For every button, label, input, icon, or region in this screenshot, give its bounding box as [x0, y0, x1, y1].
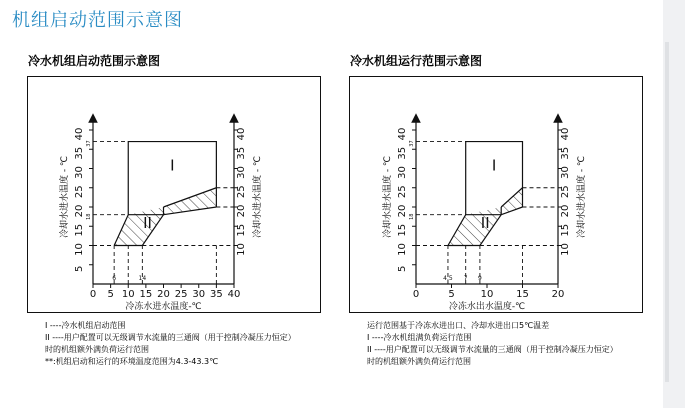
chart2-left-tick-label: 5 — [397, 265, 408, 272]
chart2-x-tick-label: 15 — [516, 289, 529, 300]
chart1-x-tick-label: 10 — [121, 289, 135, 300]
chart1-notes — [45, 320, 296, 368]
chart1-left-tick-label: 5 — [74, 265, 85, 272]
chart1-left-tick-label: 30 — [74, 166, 85, 179]
chart1-left-tick-label: 15 — [74, 223, 85, 237]
chart2-note-line: 运行范围基于冷冻水进出口、冷却水进出口5℃温差 — [367, 321, 550, 330]
chart2-left-tick-label: 30 — [397, 166, 408, 179]
chart2-right-tick-label: 25 — [560, 185, 571, 199]
chart1-right-tick-label: 10 — [236, 243, 247, 256]
chart2-x-tick-label: 0 — [412, 289, 420, 300]
chart1-x-tick-label: 5 — [107, 289, 114, 300]
chart1-right-tick-label: 30 — [236, 166, 247, 179]
chart1-right-tick-label: 20 — [236, 204, 247, 218]
chart1-y-axis-label-left: 冷却水进水温度 - ℃ — [60, 155, 70, 239]
chart2-special-y-label: 37 — [409, 140, 415, 147]
chart1-right-tick-label: 35 — [236, 146, 247, 160]
chart2-note-line: I ----冷水机组满负荷运行范围 — [367, 333, 472, 342]
chart2-title: 冷水机组运行范围示意图 — [350, 54, 483, 68]
chart1-left-tick-label: 40 — [74, 127, 85, 141]
chart2-right-tick-label: 20 — [560, 204, 571, 218]
chart2-left-tick-label: 15 — [397, 223, 408, 237]
chart1-y-axis-label-right: 冷却水进水温度 - ℃ — [253, 155, 263, 239]
chart2-left-tick-label: 35 — [397, 146, 408, 160]
chart2-notes — [367, 320, 618, 368]
chart1-special-x-label: 6 — [112, 275, 117, 282]
chart2-x-axis-label: 冷冻水出水温度-℃ — [448, 302, 526, 312]
chart1-region-i-label: I — [170, 156, 175, 175]
chart1-special-y-label: 18 — [86, 213, 92, 220]
chart1-region-ii-hatch — [114, 188, 216, 246]
chart2-region-ii-label: II — [480, 213, 490, 232]
chart2-x-tick-label: 20 — [551, 289, 565, 300]
chart1-x-tick-label: 40 — [227, 289, 241, 300]
chart1-region-ii-label: II — [143, 213, 152, 232]
chart1-left-tick-label: 25 — [74, 185, 85, 199]
chart1-x-tick-label: 20 — [157, 289, 170, 300]
right-edge-bar — [663, 0, 685, 408]
chart1-left-tick-label: 10 — [74, 243, 85, 256]
chart2-y-axis-label-right: 冷却水进水温度 - ℃ — [577, 155, 587, 239]
chart2-special-x-label: 9 — [477, 275, 482, 282]
chart1-note-line: **:机组启动和运行的环境温度范围为4.3-43.3℃ — [45, 357, 219, 366]
chart2-right-tick-label: 10 — [560, 243, 571, 256]
chart2-left-tick-label: 40 — [397, 127, 408, 141]
chart2-special-x-label: 7 — [463, 275, 468, 282]
chart1-note-line: I ----冷水机组启动范围 — [45, 321, 126, 330]
chart1-right-tick-label: 25 — [236, 185, 247, 199]
chart2-right-tick-label: 40 — [560, 127, 571, 141]
chart2-left-tick-label: 10 — [397, 243, 408, 256]
chart2-right-tick-label: 15 — [560, 223, 571, 237]
chart2-right-tick-label: 30 — [560, 166, 571, 179]
chart2-note-line: 时的机组额外满负荷运行范围 — [367, 357, 471, 366]
chart1-title: 冷水机组启动范围示意图 — [28, 54, 161, 68]
chart1-special-y-label: 37 — [86, 140, 92, 147]
chart2-x-tick-label: 5 — [448, 289, 455, 300]
chart2-right-tick-label: 35 — [560, 146, 571, 160]
chart1-left-tick-label: 35 — [74, 146, 85, 160]
chart1-x-axis-label: 冷冻水进水温度-℃ — [125, 302, 202, 312]
chart2-region-i-label: I — [491, 156, 497, 175]
chart2-x-tick-label: 10 — [480, 289, 494, 300]
chart1-note-line: 时的机组额外满负荷运行范围 — [45, 345, 149, 354]
chart1-right-tick-label: 40 — [236, 127, 247, 141]
chart1-x-tick-label: 30 — [192, 289, 206, 300]
chart2-special-y-label: 18 — [409, 213, 415, 220]
chart1-x-tick-label: 35 — [210, 289, 223, 300]
chart2-left-tick-label: 25 — [397, 185, 408, 199]
chart2-y-axis-label-left: 冷却水进水温度 - ℃ — [383, 155, 393, 239]
chart2-left-tick-label: 20 — [397, 204, 408, 218]
chart1-special-x-label: 14 — [138, 275, 147, 282]
chart1-x-tick-label: 0 — [89, 289, 97, 300]
chart1-note-line: II ----用户配置可以无级调节水流量的三通阀（用于控制冷凝压力恒定） — [45, 333, 296, 342]
chart2-special-x-label: 4.5 — [443, 275, 453, 282]
chart1-right-tick-label: 15 — [236, 223, 247, 237]
chart2-note-line: II ----用户配置可以无级调节水流量的三通阀（用于控制冷凝压力恒定） — [367, 345, 618, 354]
page-title: 机组启动范围示意图 — [12, 10, 183, 31]
chart1-left-tick-label: 20 — [74, 204, 85, 218]
chart1-x-tick-label: 25 — [174, 289, 188, 300]
chart1-x-tick-label: 15 — [139, 289, 153, 300]
